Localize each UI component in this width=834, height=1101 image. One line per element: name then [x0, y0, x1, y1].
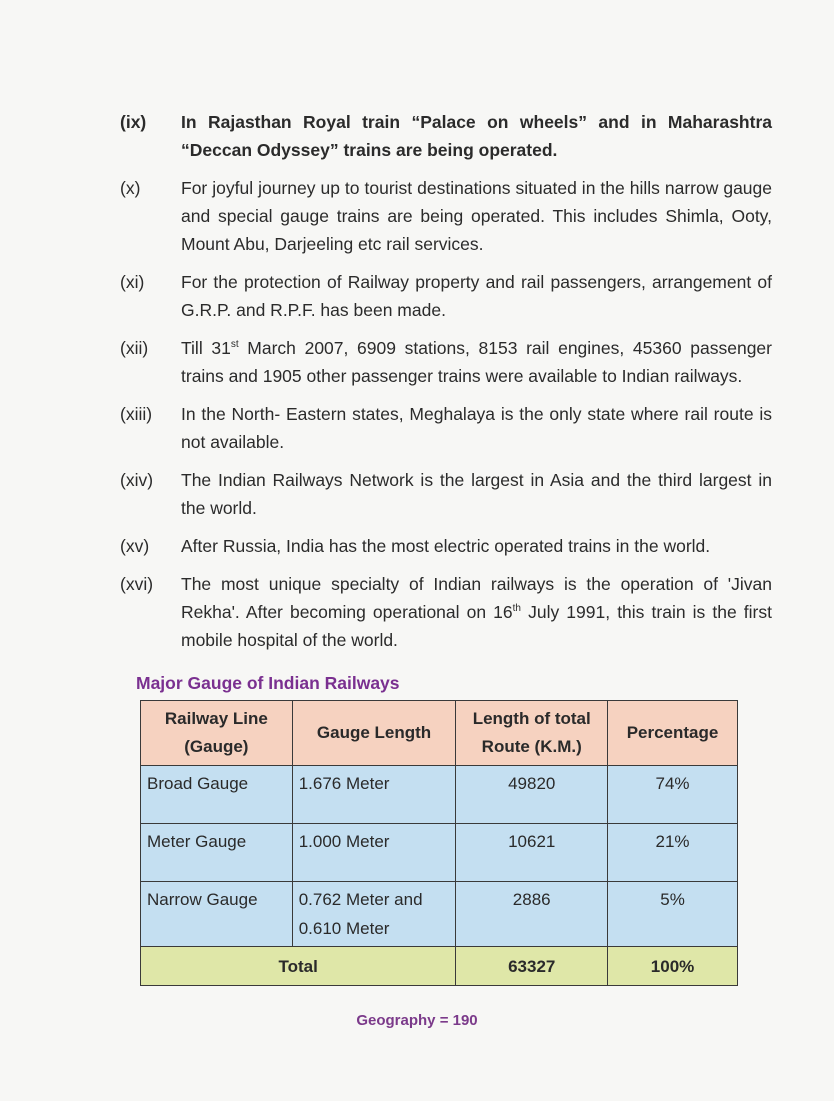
cell-line: Narrow Gauge	[141, 882, 293, 947]
list-item	[120, 466, 772, 522]
item-text	[181, 334, 772, 390]
header-route-length	[456, 701, 608, 766]
ordinal-suffix: th	[512, 603, 521, 615]
list-item	[120, 400, 772, 456]
item-text-after: July 1991, this train is the first mobile hospital of the world.	[181, 602, 772, 650]
item-text: After Russia, India has the most electric operated trains in the world.	[181, 536, 711, 556]
cell-gauge-length-1: 0.762 Meter and	[298, 890, 423, 910]
list-item	[120, 174, 772, 258]
item-text: In Rajasthan Royal train “Palace on wheels” and in Maharashtra “Deccan Odyssey” trains are being operated.	[181, 112, 772, 160]
list-item	[120, 108, 772, 164]
item-number: (x)	[120, 178, 141, 198]
list-item	[120, 570, 772, 654]
cell-line: Broad Gauge	[141, 766, 293, 824]
item-text: The Indian Railways Network is the largest in Asia and the third largest in the world.	[181, 470, 772, 518]
item-number: (xvi)	[120, 574, 154, 594]
gauge-table	[140, 700, 738, 986]
item-number: (xiv)	[120, 470, 154, 490]
item-number: (ix)	[120, 112, 147, 132]
cell-gauge-length: 1.676 Meter	[292, 766, 456, 824]
table-row	[141, 766, 738, 824]
cell-gauge-length-2: 0.610 Meter	[298, 919, 390, 939]
item-text-before: The most unique specialty of Indian railways is the operation of 'Jivan Rekha'. After becoming operational on 16	[181, 574, 772, 622]
cell-gauge-length	[292, 882, 456, 947]
header-railway-line	[141, 701, 293, 766]
item-text-after: March 2007, 6909 stations, 8153 rail engines, 45360 passenger trains and 1905 other passenger trains were available to Indian railways.	[181, 338, 772, 386]
cell-route: 49820	[456, 766, 608, 824]
header-line-2: (Gauge)	[184, 737, 249, 757]
item-text	[181, 570, 772, 654]
total-percent: 100%	[608, 947, 738, 986]
table-row	[141, 882, 738, 947]
cell-percent: 74%	[608, 766, 738, 824]
item-text: For joyful journey up to tourist destinations situated in the hills narrow gauge and special gauge trains are being operated. This includes Shimla, Ooty, Mount Abu, Darjeeling etc rail services.	[181, 178, 772, 254]
table-total-row	[141, 947, 738, 986]
header-line-1: Railway Line	[164, 709, 268, 729]
header-gauge-length: Gauge Length	[292, 701, 456, 766]
cell-route: 10621	[456, 824, 608, 882]
cell-percent: 21%	[608, 824, 738, 882]
total-route: 63327	[456, 947, 608, 986]
item-number: (xii)	[120, 338, 149, 358]
point-list	[120, 108, 772, 664]
table-row	[141, 824, 738, 882]
item-number: (xi)	[120, 272, 145, 292]
page-footer: Geography = 190	[356, 1012, 478, 1029]
item-number: (xv)	[120, 536, 150, 556]
table-title: Major Gauge of Indian Railways	[136, 673, 400, 693]
item-text-before: Till 31	[181, 338, 231, 358]
ordinal-suffix: st	[230, 339, 239, 351]
total-label: Total	[141, 947, 456, 986]
header-route-2: Route (K.M.)	[481, 737, 582, 757]
list-item	[120, 532, 772, 560]
item-number: (xiii)	[120, 404, 153, 424]
cell-route: 2886	[456, 882, 608, 947]
cell-percent: 5%	[608, 882, 738, 947]
table-header-row	[141, 701, 738, 766]
cell-line: Meter Gauge	[141, 824, 293, 882]
item-text: In the North- Eastern states, Meghalaya is the only state where rail route is not available.	[181, 404, 772, 452]
cell-gauge-length: 1.000 Meter	[292, 824, 456, 882]
item-text: For the protection of Railway property and rail passengers, arrangement of G.R.P. and R.P.F. has been made.	[181, 272, 772, 320]
list-item	[120, 268, 772, 324]
list-item	[120, 334, 772, 390]
header-route-1: Length of total	[472, 709, 591, 729]
header-percentage: Percentage	[608, 701, 738, 766]
